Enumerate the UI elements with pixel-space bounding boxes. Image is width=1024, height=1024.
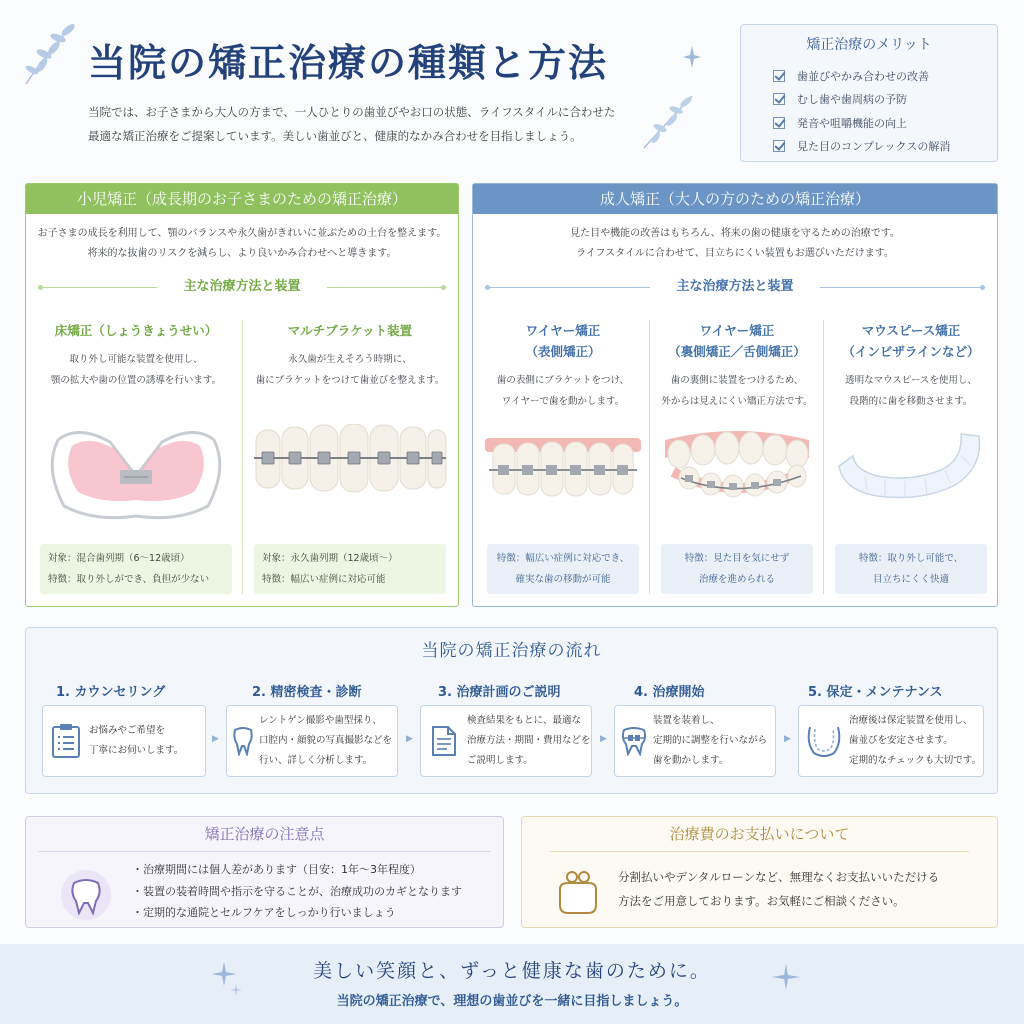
leaf-branch-decoration: [18, 18, 80, 90]
note-line: 特徴：取り外し可能で、: [858, 553, 964, 564]
payment-text: [618, 865, 939, 913]
step-counseling: [42, 705, 206, 777]
sparkle-icon: [683, 46, 701, 68]
note-line: 特徴：見た目を気にせず: [684, 553, 790, 564]
retainer-icon: [799, 723, 849, 759]
title-line: （裏側矯正／舌側矯正）: [668, 344, 806, 359]
precautions-list: [132, 859, 462, 924]
desc-line: 歯の表側にブラケットをつけ、: [496, 375, 630, 386]
title-line: ワイヤー矯正: [525, 323, 601, 338]
flow-title: 当院の矯正治療の流れ: [421, 641, 602, 661]
text-line: 口腔内・顔貌の写真撮影などを: [259, 735, 393, 746]
note-line: 特徴：幅広い症例に対応可能: [262, 574, 386, 585]
divider: [38, 851, 491, 852]
checkbox-icon: [773, 70, 785, 82]
title-line: （インビザラインなど）: [842, 344, 980, 359]
arrow-right-icon: ▶: [784, 734, 791, 744]
page-title: 当院の矯正治療の種類と方法: [88, 40, 609, 85]
checkbox-icon: [773, 140, 785, 152]
step-text: [849, 711, 981, 771]
merit-item: [773, 64, 997, 88]
method-multi-bracket: [252, 320, 448, 594]
merit-text: 発音や咀嚼機能の向上: [797, 116, 907, 130]
text-line: 行い、詳しく分析します。: [259, 755, 373, 766]
footer-subtext: 当院の矯正治療で、理想の歯並びを一緒に目指しましょう。: [336, 994, 688, 1009]
merit-text: 見た目のコンプレックスの解消: [797, 140, 951, 154]
child-panel-heading: 小児矯正（成長期のお子さまのための矯正治療）: [26, 184, 458, 214]
note-line: 治療を進められる: [698, 574, 775, 585]
method-note: [254, 544, 446, 594]
method-title: 床矯正（しょうきょうせい）: [54, 323, 218, 338]
step-text: [89, 721, 183, 761]
document-icon: [421, 725, 467, 757]
title-line: ワイヤー矯正: [699, 323, 775, 338]
clipboard-icon: [43, 723, 89, 759]
tooth-icon: [60, 869, 112, 921]
sparkle-icon: [772, 964, 800, 994]
desc-line: ライフスタイルに合わせて、目立ちにくい装置もお選びいただけます。: [576, 248, 894, 259]
checkbox-icon: [773, 117, 785, 129]
text-line: 定期的に調整を行いながら: [653, 735, 768, 746]
intro-text: [88, 100, 648, 148]
desc-line: 顎の拡大や歯の位置の誘導を行います。: [50, 375, 222, 386]
method-title: マルチブラケット装置: [287, 323, 413, 338]
method-title: [659, 320, 815, 362]
adult-panel-heading: 成人矯正（大人の方のための矯正治療）: [473, 184, 997, 214]
note-line: 特徴：取り外しができ、負担が少ない: [48, 574, 210, 585]
braces-tooth-icon: [615, 726, 653, 756]
precaution-item: ・ 治療期間には個人差があります（目安：1年〜3年程度）: [132, 859, 462, 881]
adult-panel-description: [473, 224, 997, 264]
method-lingual-wire: [659, 320, 815, 594]
method-description: [252, 349, 448, 391]
column-divider: [823, 320, 824, 594]
text-line: ご説明します。: [467, 755, 533, 766]
labial-braces-image: [485, 438, 641, 498]
arrow-right-icon: ▶: [212, 734, 219, 744]
plate-appliance-image: [38, 420, 234, 530]
title-line: （表側矯正）: [525, 344, 601, 359]
merits-box: [740, 24, 998, 162]
note-line: 対象：混合歯列期（6〜12歳頃）: [48, 553, 190, 564]
text-line: レントゲン撮影や歯型採り、: [259, 715, 382, 726]
method-note: [835, 544, 987, 594]
column-divider: [242, 320, 243, 594]
text-line: 歯を動かします。: [653, 755, 729, 766]
note-line: 確実な歯の移動が可能: [515, 574, 611, 585]
desc-line: 将来的な抜歯のリスクを減らし、より良いかみ合わせへと導きます。: [87, 248, 397, 259]
leaf-branch-decoration: [640, 92, 698, 152]
checkbox-icon: [773, 93, 785, 105]
note-line: 特徴：幅広い症例に対応でき、: [496, 553, 630, 564]
method-description: [485, 370, 641, 412]
text-line: 装置を装着し、: [653, 715, 720, 726]
method-description: [833, 370, 989, 412]
footer-tagline: 美しい笑顔と、ずっと健康な歯のために。: [313, 960, 711, 982]
method-mouthpiece: [833, 320, 989, 594]
desc-line: ワイヤーで歯を動かします。: [501, 396, 625, 407]
merits-title: 矯正治療のメリット: [806, 37, 932, 53]
payment-title: 治療費のお支払いについて: [669, 825, 850, 843]
divider: [550, 851, 969, 852]
subheading-text: 主な治療方法と装置: [650, 275, 820, 299]
clear-aligner-image: [833, 426, 989, 506]
merit-item: [773, 111, 997, 135]
method-description: [659, 370, 815, 412]
precaution-item: ・ 定期的な通院とセルフケアをしっかり行いましょう: [132, 902, 462, 924]
subheading-text: 主な治療方法と装置: [157, 275, 327, 299]
arrow-right-icon: ▶: [600, 734, 607, 744]
text-line: 歯並びを安定させます。: [849, 735, 953, 746]
intro-line: 当院では、お子さまから大人の方まで、一人ひとりの歯並びやお口の状態、ライフスタイルに合わせた: [88, 105, 616, 119]
desc-line: 永久歯が生えそろう時期に、: [288, 354, 412, 365]
desc-line: 歯の裏側に装置をつけるため、: [670, 375, 804, 386]
step-label: 2. 精密検査・診断: [252, 685, 362, 700]
step-text: [259, 711, 392, 771]
text-line: お悩みやご希望を: [89, 725, 166, 736]
adult-methods-subheading: [485, 275, 985, 299]
text-line: 治療後は保定装置を使用し、: [849, 715, 973, 726]
child-orthodontics-panel: [25, 183, 459, 607]
adult-orthodontics-panel: [472, 183, 998, 607]
text-line: 定期的なチェックも大切です。: [849, 755, 981, 766]
precautions-box: [25, 816, 504, 928]
step-retention: [798, 705, 984, 777]
method-title: [485, 320, 641, 362]
child-panel-description: [26, 224, 458, 264]
merit-text: むし歯や歯周病の予防: [797, 93, 907, 107]
text-line: 検査結果をもとに、最適な: [467, 715, 582, 726]
step-label: 3. 治療計画のご説明: [438, 685, 561, 700]
text-line: 分割払いやデンタルローンなど、無理なくお支払いいただける: [618, 870, 940, 884]
merit-text: 歯並びやかみ合わせの改善: [797, 69, 929, 83]
method-title: [833, 320, 989, 362]
step-text: [653, 711, 767, 771]
precautions-title: 矯正治療の注意点: [204, 825, 325, 843]
method-note: [40, 544, 232, 594]
step-examination: [226, 705, 398, 777]
intro-line: 最適な矯正治療をご提案しています。美しい歯並びと、健康的なかみ合わせを目指しましょう。: [88, 129, 582, 143]
desc-line: お子さまの成長を利用して、顎のバランスや永久歯がきれいに並ぶための土台を整えます。: [37, 228, 447, 239]
treatment-flow-section: [25, 627, 998, 794]
text-line: 治療方法・期間・費用などを: [467, 735, 591, 746]
payment-box: [521, 816, 998, 928]
arrow-right-icon: ▶: [406, 734, 413, 744]
step-label: 5. 保定・メンテナンス: [808, 685, 943, 700]
merits-list: [773, 64, 997, 158]
child-methods-subheading: [38, 275, 446, 299]
method-note: [661, 544, 813, 594]
text-line: 丁寧にお伺いします。: [89, 745, 184, 756]
title-line: マウスピース矯正: [861, 323, 961, 338]
note-line: 対象：永久歯列期（12歳頃〜）: [262, 553, 398, 564]
text-line: 方法をご用意しております。お気軽にご相談ください。: [618, 894, 905, 908]
note-line: 目立ちにくく快適: [872, 574, 949, 585]
merit-item: [773, 135, 997, 159]
merit-item: [773, 88, 997, 112]
footer-banner: [0, 944, 1024, 1024]
desc-line: 外からは見えにくい矯正方法です。: [661, 396, 813, 407]
desc-line: 透明なマウスピースを使用し、: [845, 375, 977, 386]
step-text: [467, 711, 591, 771]
method-description: [38, 349, 234, 391]
coin-purse-icon: [554, 869, 602, 915]
tooth-xray-icon: [227, 726, 259, 756]
desc-line: 取り外し可能な装置を使用し、: [69, 354, 203, 365]
method-labial-wire: [485, 320, 641, 594]
lingual-braces-image: [659, 428, 815, 508]
desc-line: 見た目や機能の改善はもちろん、将来の歯の健康を守るための治療です。: [570, 228, 900, 239]
braces-teeth-image: [252, 424, 448, 494]
step-treatment-start: [614, 705, 776, 777]
method-note: [487, 544, 639, 594]
sparkle-icon: [212, 962, 242, 996]
method-plate-appliance: [38, 320, 234, 594]
desc-line: 歯にブラケットをつけて歯並びを整えます。: [255, 375, 445, 386]
precaution-item: ・ 装置の装着時間や指示を守ることが、治療成功のカギとなります: [132, 881, 462, 903]
step-label: 1. カウンセリング: [56, 685, 166, 700]
desc-line: 段階的に歯を移動させます。: [849, 396, 973, 407]
column-divider: [649, 320, 650, 594]
step-treatment-plan: [420, 705, 592, 777]
step-label: 4. 治療開始: [634, 685, 705, 700]
